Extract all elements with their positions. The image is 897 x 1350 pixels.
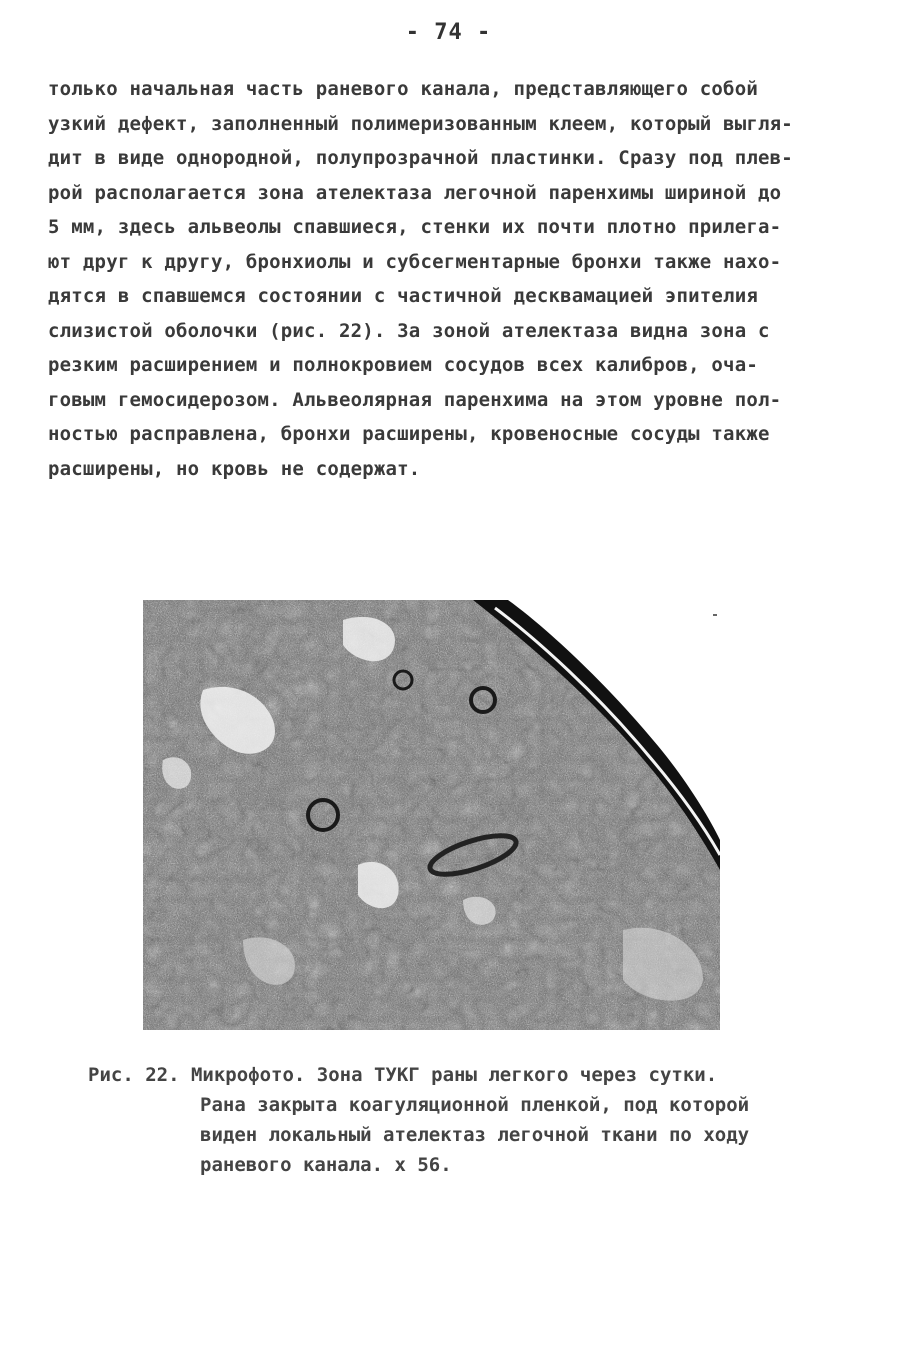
body-line: дятся в спавшемся состоянии с частичной десквамацией эпителия (48, 285, 758, 307)
body-line: только начальная часть раневого канала, представляющего собой (48, 78, 758, 100)
figure-caption (88, 1060, 818, 1180)
body-paragraph (48, 72, 838, 486)
body-line: 5 мм, здесь альвеолы спавшиеся, стенки их почти плотно прилега- (48, 216, 782, 238)
caption-line: Рана закрыта коагуляционной пленкой, под которой (200, 1094, 750, 1116)
caption-line: Рис. 22. Микрофото. Зона ТУКГ раны легкого через сутки. (88, 1064, 718, 1086)
body-line: рой располагается зона ателектаза легочной паренхимы шириной до (48, 181, 782, 204)
body-line: узкий дефект, заполненный полимеризованным клеем, который выгля- (48, 112, 793, 135)
body-line: ностью расправлена, бронхи расширены, кровеносные сосуды также (48, 423, 770, 445)
page-number: - 74 - (405, 20, 492, 45)
body-line: дит в виде однородной, полупрозрачной пластинки. Сразу под плев- (48, 147, 793, 169)
body-line: слизистой оболочки (рис. 22). За зоной ателектаза видна зона с (48, 319, 770, 342)
body-line: говым гемосидерозом. Альвеолярная паренхима на этом уровне пол- (48, 388, 782, 411)
caption-line: виден локальный ателектаз легочной ткани по ходу (200, 1124, 750, 1146)
body-line: ют друг к другу, бронхиолы и субсегментарные бронхи также нахо- (48, 250, 782, 273)
body-line: расширены, но кровь не содержат. (48, 457, 421, 480)
micrograph-svg (143, 600, 720, 1030)
scan-speck (713, 614, 717, 616)
body-line: резким расширением и полнокровием сосудов всех калибров, оча- (48, 354, 758, 376)
caption-line: раневого канала. х 56. (200, 1154, 452, 1176)
micrograph-image (143, 600, 720, 1030)
